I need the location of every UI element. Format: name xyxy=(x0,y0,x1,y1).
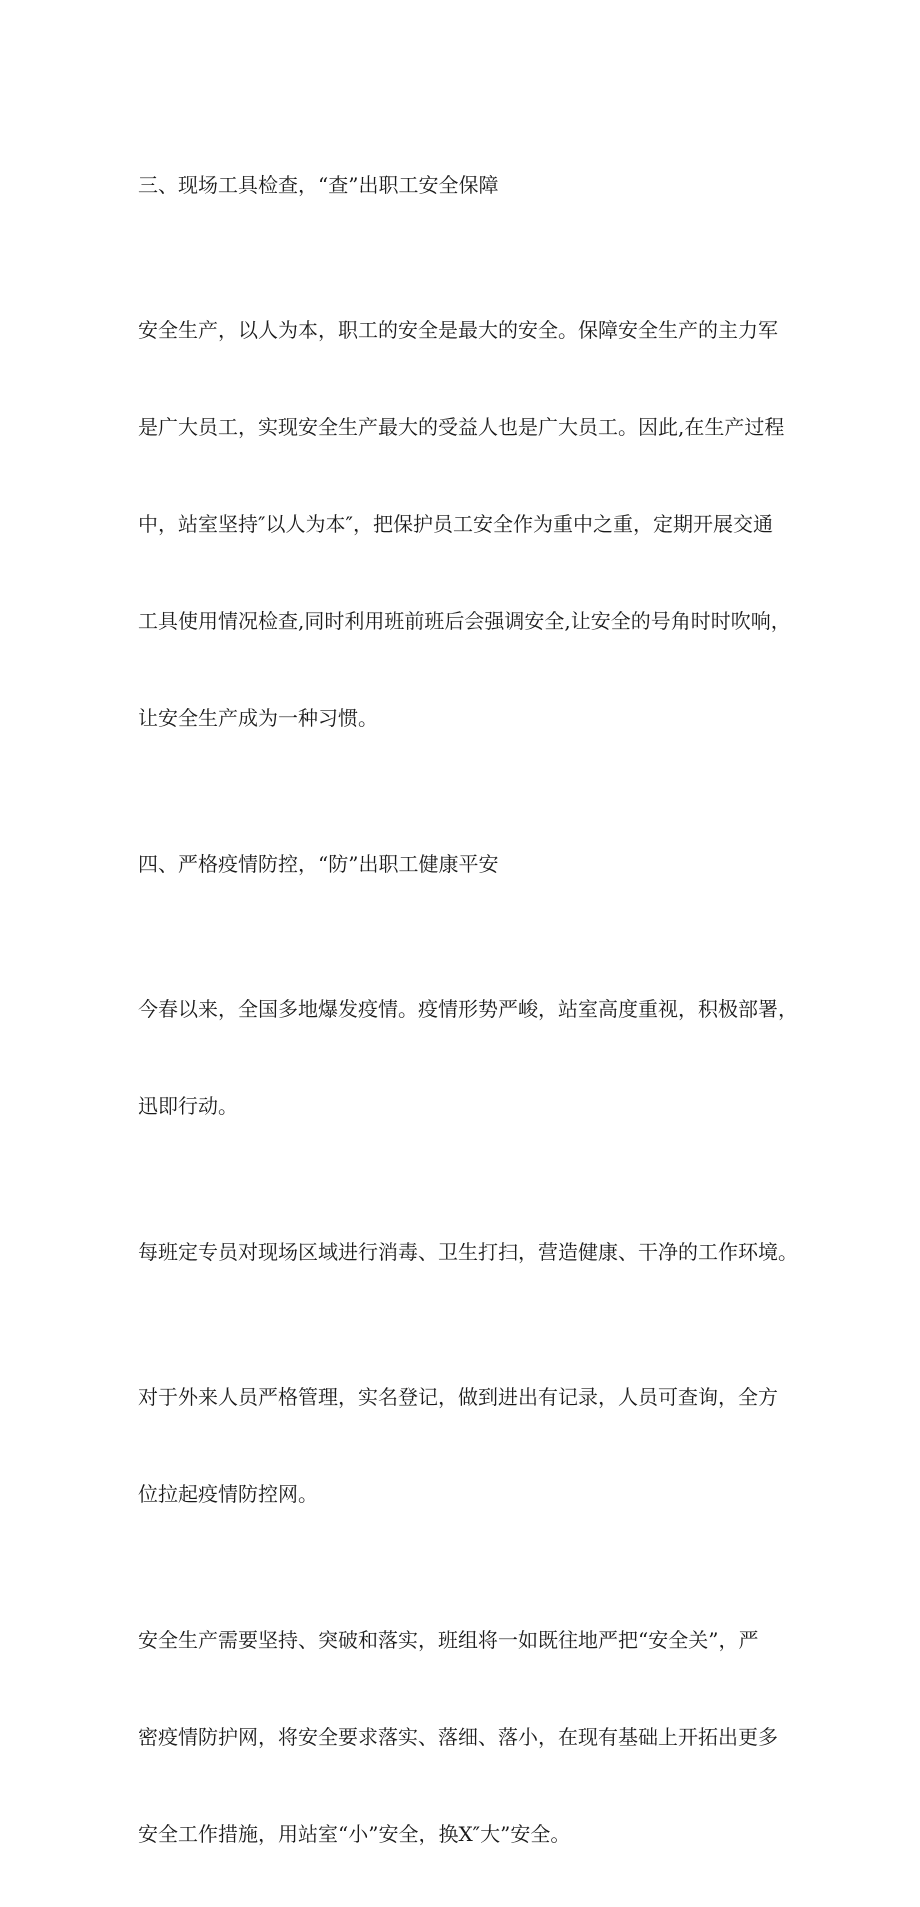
section-4-heading xyxy=(138,791,798,937)
section-4-paragraph-4 xyxy=(138,1567,798,1907)
document-body xyxy=(138,112,798,1907)
heading-line: 三、现场工具检查，“查”出职工安全保障 xyxy=(138,172,499,197)
section-3-paragraph-1 xyxy=(138,258,798,792)
paragraph-line: 中，站室坚持″以人为本″，把保护员工安全作为重中之重，定期开展交通 xyxy=(138,512,773,536)
paragraph-line: 安全工作措施，用站室“小”安全，换X″大”安全。 xyxy=(138,1821,571,1846)
paragraph-line: 今春以来，全国多地爆发疫情。疫情形势严峻，站室高度重视，积极部署， xyxy=(138,997,798,1021)
paragraph-line: 密疫情防护网，将安全要求落实、落细、落小，在现有基础上开拓出更多 xyxy=(138,1724,778,1749)
paragraph-line: 对于外来人员严格管理，实名登记，做到进出有记录，人员可查询，全方 xyxy=(138,1385,778,1409)
paragraph-line: 每班定专员对现场区域进行消毒、卫生打扫，营造健康、干净的工作环境。 xyxy=(138,1239,798,1264)
paragraph-line: 让安全生产成为一种习惯。 xyxy=(138,706,378,730)
section-4-paragraph-2 xyxy=(138,1179,798,1325)
heading-line: 四、严格疫情防控，“防”出职工健康平安 xyxy=(138,851,499,876)
section-3-heading xyxy=(138,112,798,258)
section-4-paragraph-1 xyxy=(138,937,798,1180)
paragraph-line: 迅即行动。 xyxy=(138,1094,238,1118)
paragraph-line: 安全生产，以人为本，职工的安全是最大的安全。保障安全生产的主力军 xyxy=(138,318,778,342)
paragraph-line: 是广大员工，实现安全生产最大的受益人也是广大员工。因此,在生产过程 xyxy=(138,415,785,439)
paragraph-line: 位拉起疫情防控网。 xyxy=(138,1482,318,1506)
paragraph-line: 安全生产需要坚持、突破和落实，班组将一如既往地严把“安全关”，严 xyxy=(138,1627,759,1652)
paragraph-line: 工具使用情况检查,同时利用班前班后会强调安全,让安全的号角时时吹响， xyxy=(138,609,791,633)
section-4-paragraph-3 xyxy=(138,1325,798,1568)
